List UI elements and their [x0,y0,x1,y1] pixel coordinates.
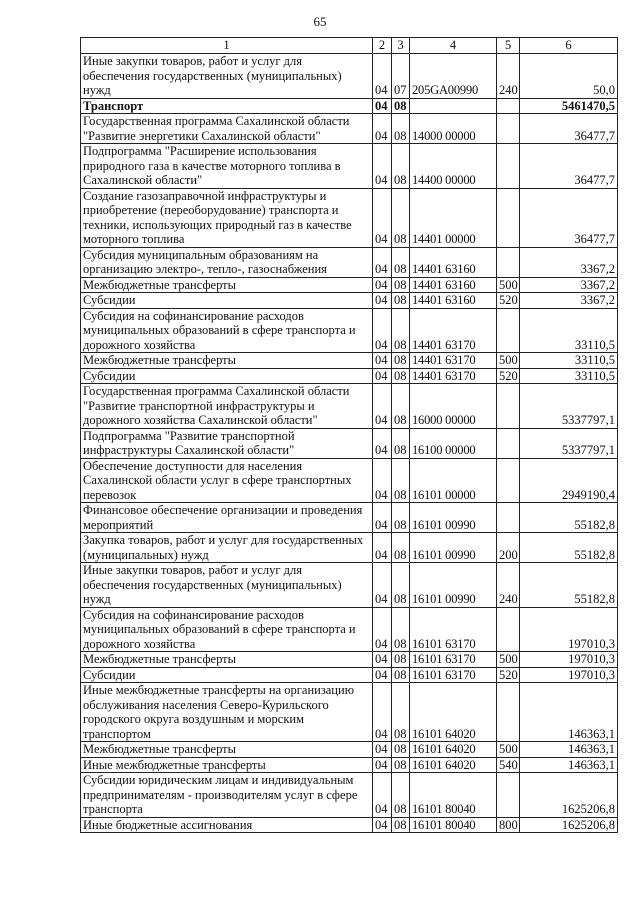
row-name: Субсидия муниципальным образованиям на организацию электро-, тепло-, газоснабжения [81,247,373,277]
row-name: Межбюджетные трансферты [81,353,373,369]
row-amount: 55182,8 [520,563,618,608]
table-row [81,607,618,652]
row-section-code: 04 [373,817,392,833]
table-row [81,114,618,144]
row-target-article: 14401 63160 [410,293,497,309]
row-amount: 1625206,8 [520,773,618,818]
table-row [81,503,618,533]
row-section-code: 04 [373,533,392,563]
row-expense-type [497,458,520,503]
table-row [81,188,618,247]
row-name: Субсидия на софинансирование расходов муниципальных образований в сфере транспорта и дорожного хозяйства [81,607,373,652]
table-row [81,742,618,758]
row-expense-type: 500 [497,277,520,293]
row-subsection-code: 08 [392,742,410,758]
row-name: Иные закупки товаров, работ и услуг для обеспечения государственных (муниципальных) нужд [81,54,373,99]
row-expense-type: 240 [497,54,520,99]
header-section: 2 [373,38,392,54]
row-target-article: 16101 00990 [410,563,497,608]
row-expense-type [497,247,520,277]
row-target-article: 16000 00000 [410,384,497,429]
row-expense-type: 540 [497,757,520,773]
row-subsection-code: 08 [392,563,410,608]
row-target-article: 16100 00000 [410,428,497,458]
table-row [81,533,618,563]
row-amount: 2949190,4 [520,458,618,503]
row-expense-type: 800 [497,817,520,833]
row-section-code: 04 [373,368,392,384]
row-amount: 3367,2 [520,247,618,277]
row-section-code: 04 [373,293,392,309]
row-target-article: 16101 00990 [410,533,497,563]
table-row [81,683,618,742]
row-expense-type [497,114,520,144]
row-section-code: 04 [373,683,392,742]
row-name: Субсидии [81,293,373,309]
row-name: Межбюджетные трансферты [81,277,373,293]
budget-table [80,37,618,833]
row-target-article: 14401 63170 [410,353,497,369]
row-target-article: 14400 00000 [410,144,497,189]
row-section-code: 04 [373,503,392,533]
row-subsection-code: 08 [392,667,410,683]
table-row [81,277,618,293]
row-target-article: 16101 80040 [410,773,497,818]
row-subsection-code: 08 [392,353,410,369]
row-target-article: 16101 63170 [410,607,497,652]
row-subsection-code: 08 [392,277,410,293]
row-subsection-code: 08 [392,503,410,533]
row-name: Субсидия на софинансирование расходов муниципальных образований в сфере транспорта и дорожного хозяйства [81,308,373,353]
table-header-row [81,38,618,54]
row-amount: 50,0 [520,54,618,99]
row-subsection-code: 08 [392,458,410,503]
row-name: Субсидии [81,368,373,384]
row-amount: 33110,5 [520,353,618,369]
row-amount: 55182,8 [520,533,618,563]
row-name: Создание газозаправочной инфраструктуры и приобретение (переоборудование) транспорта и техники, использующих природный газ в качестве моторного топлива [81,188,373,247]
table-row [81,308,618,353]
row-section-code: 04 [373,773,392,818]
row-section-code: 04 [373,144,392,189]
header-amount: 6 [520,38,618,54]
row-section-code: 04 [373,607,392,652]
row-name: Государственная программа Сахалинской области "Развитие транспортной инфраструктуры и дорожного хозяйства Сахалинской области" [81,384,373,429]
table-row [81,652,618,668]
table-row [81,353,618,369]
row-subsection-code: 08 [392,188,410,247]
row-name: Субсидии [81,667,373,683]
table-row [81,458,618,503]
row-target-article: 16101 63170 [410,667,497,683]
table-row [81,563,618,608]
row-section-code: 04 [373,247,392,277]
row-subsection-code: 08 [392,683,410,742]
row-subsection-code: 08 [392,773,410,818]
row-name: Иные межбюджетные трансферты [81,757,373,773]
row-amount: 3367,2 [520,277,618,293]
row-target-article: 16101 00990 [410,503,497,533]
row-amount: 197010,3 [520,652,618,668]
row-name: Подпрограмма "Расширение использования природного газа в качестве моторного топлива в Сахалинской области" [81,144,373,189]
header-expense-type: 5 [497,38,520,54]
row-amount: 1625206,8 [520,817,618,833]
row-target-article: 14401 63160 [410,277,497,293]
table-row [81,757,618,773]
row-amount: 36477,7 [520,114,618,144]
row-expense-type [497,384,520,429]
row-expense-type [497,607,520,652]
row-target-article: 14401 63170 [410,308,497,353]
header-subsection: 3 [392,38,410,54]
row-subsection-code: 08 [392,114,410,144]
row-name: Финансовое обеспечение организации и проведения мероприятий [81,503,373,533]
row-name: Подпрограмма "Развитие транспортной инфраструктуры Сахалинской области" [81,428,373,458]
row-section-code: 04 [373,54,392,99]
row-amount: 36477,7 [520,188,618,247]
row-amount: 5461470,5 [520,98,618,114]
row-amount: 146363,1 [520,742,618,758]
table-body [81,54,618,833]
table-row [81,98,618,114]
row-expense-type [497,428,520,458]
row-section-code: 04 [373,188,392,247]
table-row [81,817,618,833]
row-expense-type: 520 [497,368,520,384]
row-expense-type [497,503,520,533]
row-amount: 3367,2 [520,293,618,309]
row-amount: 197010,3 [520,667,618,683]
row-section-code: 04 [373,667,392,683]
row-target-article: 16101 64020 [410,757,497,773]
row-name: Межбюджетные трансферты [81,742,373,758]
row-expense-type [497,98,520,114]
row-target-article [410,98,497,114]
row-section-code: 04 [373,384,392,429]
row-subsection-code: 08 [392,652,410,668]
row-section-code: 04 [373,652,392,668]
row-target-article: 14401 63170 [410,368,497,384]
row-expense-type [497,188,520,247]
row-section-code: 04 [373,114,392,144]
page-number: 65 [313,14,327,29]
row-target-article: 16101 63170 [410,652,497,668]
row-subsection-code: 08 [392,247,410,277]
table-row [81,773,618,818]
row-name: Иные бюджетные ассигнования [81,817,373,833]
row-amount: 55182,8 [520,503,618,533]
row-target-article: 16101 00000 [410,458,497,503]
row-name: Транспорт [81,98,373,114]
row-amount: 5337797,1 [520,384,618,429]
row-section-code: 04 [373,563,392,608]
row-expense-type [497,308,520,353]
row-target-article: 14401 63160 [410,247,497,277]
row-target-article: 16101 64020 [410,683,497,742]
row-subsection-code: 08 [392,293,410,309]
table-row [81,384,618,429]
row-name: Иные закупки товаров, работ и услуг для обеспечения государственных (муниципальных) нужд [81,563,373,608]
row-target-article: 14401 00000 [410,188,497,247]
row-amount: 36477,7 [520,144,618,189]
row-expense-type [497,683,520,742]
row-subsection-code: 08 [392,368,410,384]
row-section-code: 04 [373,458,392,503]
row-section-code: 04 [373,428,392,458]
header-target-article: 4 [410,38,497,54]
row-section-code: 04 [373,277,392,293]
table-row [81,144,618,189]
row-expense-type: 520 [497,293,520,309]
row-target-article: 205GA00990 [410,54,497,99]
row-expense-type [497,773,520,818]
row-amount: 146363,1 [520,683,618,742]
row-expense-type [497,144,520,189]
row-target-article: 16101 64020 [410,742,497,758]
row-expense-type: 500 [497,652,520,668]
row-name: Иные межбюджетные трансферты на организацию обслуживания населения Северо-Курильского городского округа воздушным и морским транспортом [81,683,373,742]
row-expense-type: 500 [497,353,520,369]
table-row [81,368,618,384]
row-amount: 146363,1 [520,757,618,773]
row-name: Закупка товаров, работ и услуг для государственных (муниципальных) нужд [81,533,373,563]
row-expense-type: 520 [497,667,520,683]
row-section-code: 04 [373,98,392,114]
row-section-code: 04 [373,757,392,773]
row-subsection-code: 08 [392,817,410,833]
table-row [81,667,618,683]
row-subsection-code: 08 [392,607,410,652]
row-section-code: 04 [373,308,392,353]
row-subsection-code: 07 [392,54,410,99]
row-section-code: 04 [373,742,392,758]
row-expense-type: 200 [497,533,520,563]
row-subsection-code: 08 [392,428,410,458]
row-subsection-code: 08 [392,144,410,189]
table-row [81,428,618,458]
row-name: Государственная программа Сахалинской области "Развитие энергетики Сахалинской области" [81,114,373,144]
row-expense-type: 240 [497,563,520,608]
row-subsection-code: 08 [392,308,410,353]
row-amount: 5337797,1 [520,428,618,458]
row-subsection-code: 08 [392,98,410,114]
row-amount: 33110,5 [520,308,618,353]
row-subsection-code: 08 [392,757,410,773]
row-amount: 197010,3 [520,607,618,652]
table-row [81,293,618,309]
row-section-code: 04 [373,353,392,369]
row-name: Обеспечение доступности для населения Сахалинской области услуг в сфере транспортных перевозок [81,458,373,503]
table-row [81,54,618,99]
row-amount: 33110,5 [520,368,618,384]
row-expense-type: 500 [497,742,520,758]
row-name: Межбюджетные трансферты [81,652,373,668]
row-subsection-code: 08 [392,384,410,429]
row-subsection-code: 08 [392,533,410,563]
row-target-article: 14000 00000 [410,114,497,144]
table-row [81,247,618,277]
row-name: Субсидии юридическим лицам и индивидуальным предпринимателям - производителям услуг в сфере транспорта [81,773,373,818]
row-target-article: 16101 80040 [410,817,497,833]
header-name: 1 [81,38,373,54]
